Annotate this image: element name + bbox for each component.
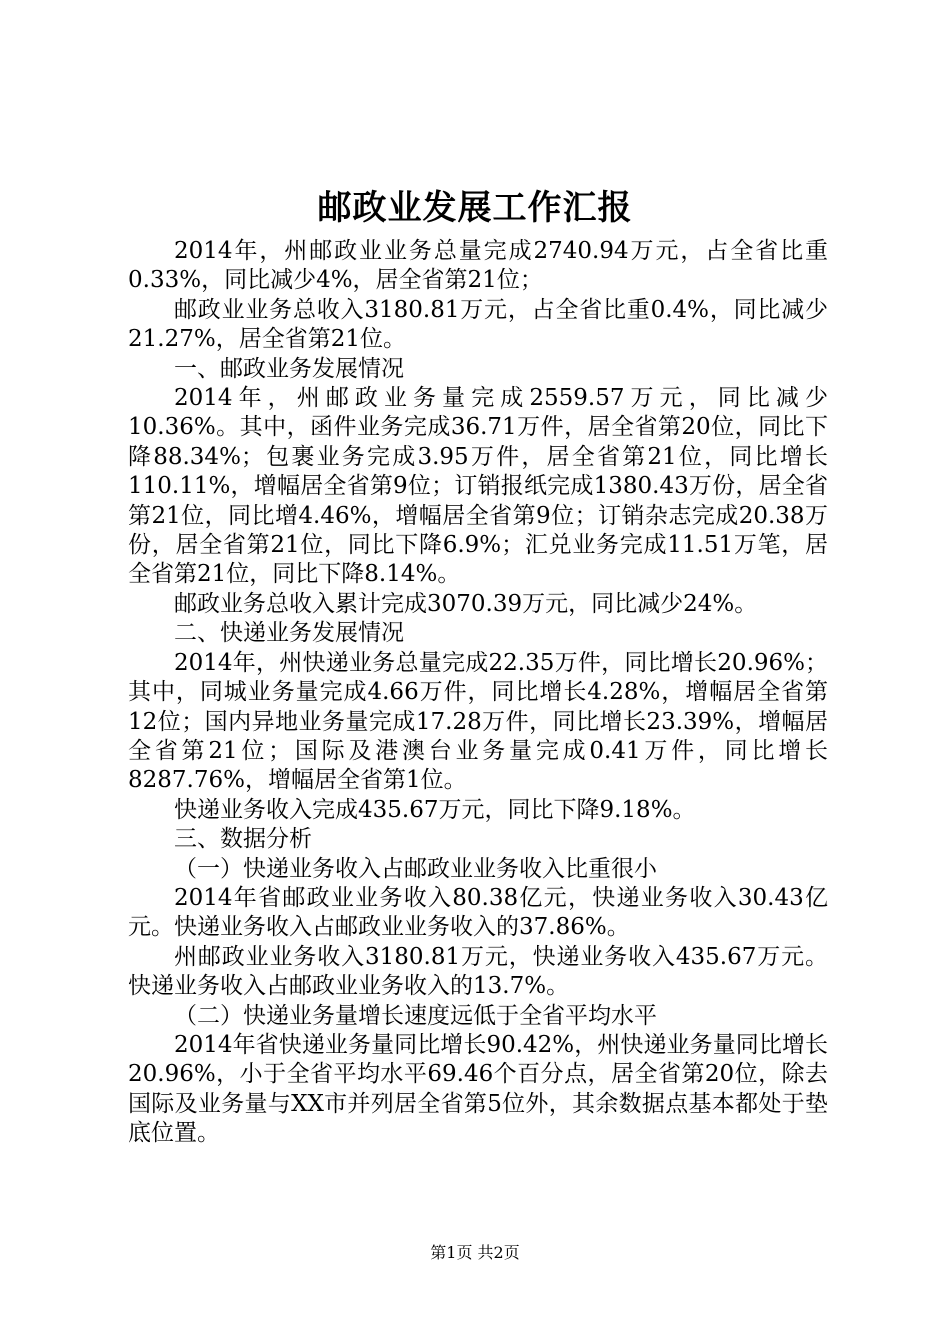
document-title: 邮政业发展工作汇报 — [317, 188, 633, 228]
section-heading: 三、数据分析 — [174, 826, 312, 853]
paragraph: 州邮政业业务收入3180.81万元，快递业务收入435.67万元。快递业务收入占邮政业业务收入的13.7%。 — [128, 943, 828, 1000]
paragraph: 2014年省快递业务量同比增长90.42%，州快递业务量同比增长20.96%，小于全省平均水平69.46个百分点，居全省第20位，除去国际及业务量与XX市并列居全省第5位外，其余数据点基本都处于垫底位置。 — [128, 1031, 828, 1147]
paragraph: 2014年，州邮政业务量完成2559.57万元，同比减少10.36%。其中，函件业务完成36.71万件，居全省第20位，同比下降88.34%；包裹业务完成3.95万件，居全省第21位，同比增长110.11%，增幅居全省第9位；订销报纸完成1380.43万份，居全省第21位，同比增4.46%，增幅居全省第9位；订销杂志完成20.38万份，居全省第21位，同比下降6.9%；汇兑业务完成11.51万笔，居全省第21位，同比下降8.14%。 — [128, 385, 828, 588]
paragraph: 快递业务收入完成435.67万元，同比下降9.18%。 — [174, 796, 696, 823]
paragraph: 2014年省邮政业业务收入80.38亿元，快递业务收入30.43亿元。快递业务收入占邮政业业务收入的37.86%。 — [128, 884, 828, 941]
paragraph: 2014年，州快递业务总量完成22.35万件，同比增长20.96%；其中，同城业务量完成4.66万件，同比增长4.28%，增幅居全省第12位；国内异地业务量完成17.28万件，同比增长23.39%，增幅居全省第21位；国际及港澳台业务量完成0.41万件，同比增长8287.76%，增幅居全省第1位。 — [128, 649, 828, 794]
paragraph: 2014年，州邮政业业务总量完成2740.94万元，占全省比重0.33%，同比减少4%，居全省第21位； — [128, 238, 828, 294]
document-body — [128, 237, 828, 1149]
subsection-heading: （一）快递业务收入占邮政业业务收入比重很小 — [174, 855, 657, 882]
section-heading: 一、邮政业务发展情况 — [174, 355, 404, 382]
subsection-heading: （二）快递业务量增长速度远低于全省平均水平 — [174, 1002, 657, 1029]
section-heading: 二、快递业务发展情况 — [174, 620, 404, 647]
page-footer: 第1页 共2页 — [430, 1243, 520, 1262]
paragraph: 邮政业务总收入累计完成3070.39万元，同比减少24%。 — [174, 590, 758, 617]
paragraph: 邮政业业务总收入3180.81万元，占全省比重0.4%，同比减少21.27%，居全省第21位。 — [128, 296, 828, 353]
